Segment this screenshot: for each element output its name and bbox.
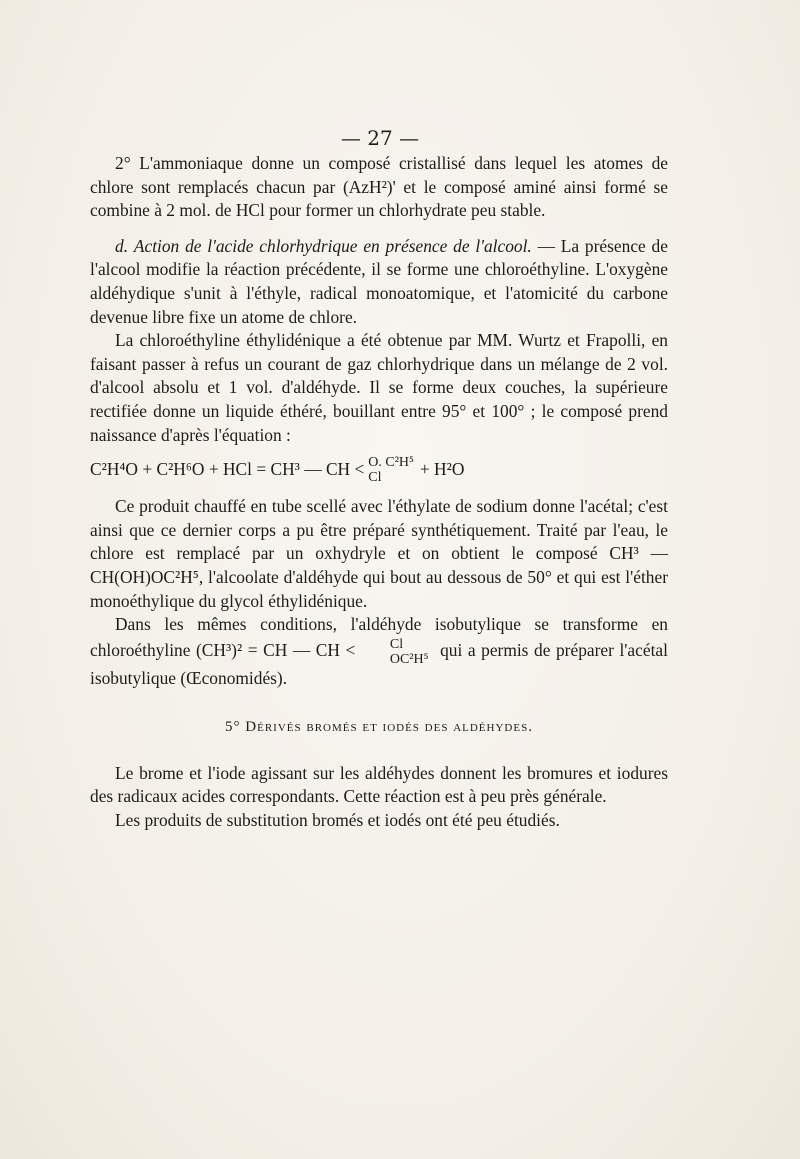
- page-number: — 27 —: [340, 126, 420, 150]
- isobutyl-top: Cl: [389, 636, 404, 652]
- paragraph-section-d: [90, 235, 668, 329]
- paragraph-wurtz: La chloroéthyline éthylidénique a été obtenue par MM. Wurtz et Frapolli, en faisant passer à refus un courant de gaz chlorhydrique dans un mélange de 2 vol. d'alcool absolu et 1 vol. d'aldéhyde. Il se forme deux couches, la supérieure rectifiée donne un liquide éthéré, bouillant entre 95° et 100° ; le composé prend naissance d'après l'équation :: [90, 330, 668, 445]
- paragraph-acetal: Ce produit chauffé en tube scellé avec l'éthylate de sodium donne l'acétal; c'est ainsi que ce dernier corps a pu être préparé synthétiquement. Traité par l'eau, le chlore est remplacé par un oxhydryle et on obtient le composé CH³ — CH(OH)OC²H⁵, l'alcoolate d'aldéhyde qui bout au dessous de 50° et qui est l'éther monoéthylique du glycol éthylidénique.: [90, 496, 668, 611]
- equation-top: O. C²H⁵: [368, 455, 414, 471]
- section-d-title: Action de l'acide chlorhydrique en présence de l'alcool.: [133, 235, 532, 256]
- section-heading: 5° Dérivés bromés et iodés des aldéhydes.: [225, 719, 533, 736]
- body-text: [90, 152, 668, 833]
- section-d-label: d.: [115, 235, 129, 256]
- paragraph-substitution: Les produits de substitution bromés et iodés ont été peu étudiés.: [115, 810, 560, 831]
- equation-chloroethyline: [90, 451, 668, 489]
- section-d-text: — La présence de l'alcool modifie la réaction précédente, il se forme une chloroéthyline. L'oxygène aldéhydique s'unit à l'éthyle, radical monoatomique, et l'atomicité du carbone devenue libre fixe un atome de chlore.: [90, 235, 668, 327]
- paragraph-bromine: Le brome et l'iode agissant sur les aldéhydes donnent les bromures et iodures des radicaux acides correspondants. Cette réaction est à peu près générale.: [90, 762, 668, 807]
- equation-bottom: Cl: [368, 470, 382, 486]
- isobutyl-end: qui a permis de préparer l'acétal isobutylique (Œconomidés).: [90, 639, 668, 688]
- paragraph-ammonia: 2° L'ammoniaque donne un composé cristallisé dans lequel les atomes de chlore sont remplacés chacun par (AzH²)' et le composé aminé ainsi formé se combine à 2 mol. de HCl pour former un chlorhydrate peu stable.: [90, 153, 668, 221]
- paragraph-isobutyl: [90, 613, 668, 690]
- isobutyl-start: Dans les mêmes conditions, l'aldéhyde isobutylique se transforme en chloroéthyline (CH³)² = CH — CH <: [90, 614, 668, 660]
- equation-main: C²H⁴O + C²H⁶O + HCl = CH³ — CH <: [90, 459, 365, 480]
- equation-end: + H²O: [419, 459, 465, 480]
- isobutyl-bottom: OC²H⁵: [389, 651, 429, 667]
- isobutyl-fraction: [365, 637, 429, 667]
- equation-fraction: [368, 455, 414, 485]
